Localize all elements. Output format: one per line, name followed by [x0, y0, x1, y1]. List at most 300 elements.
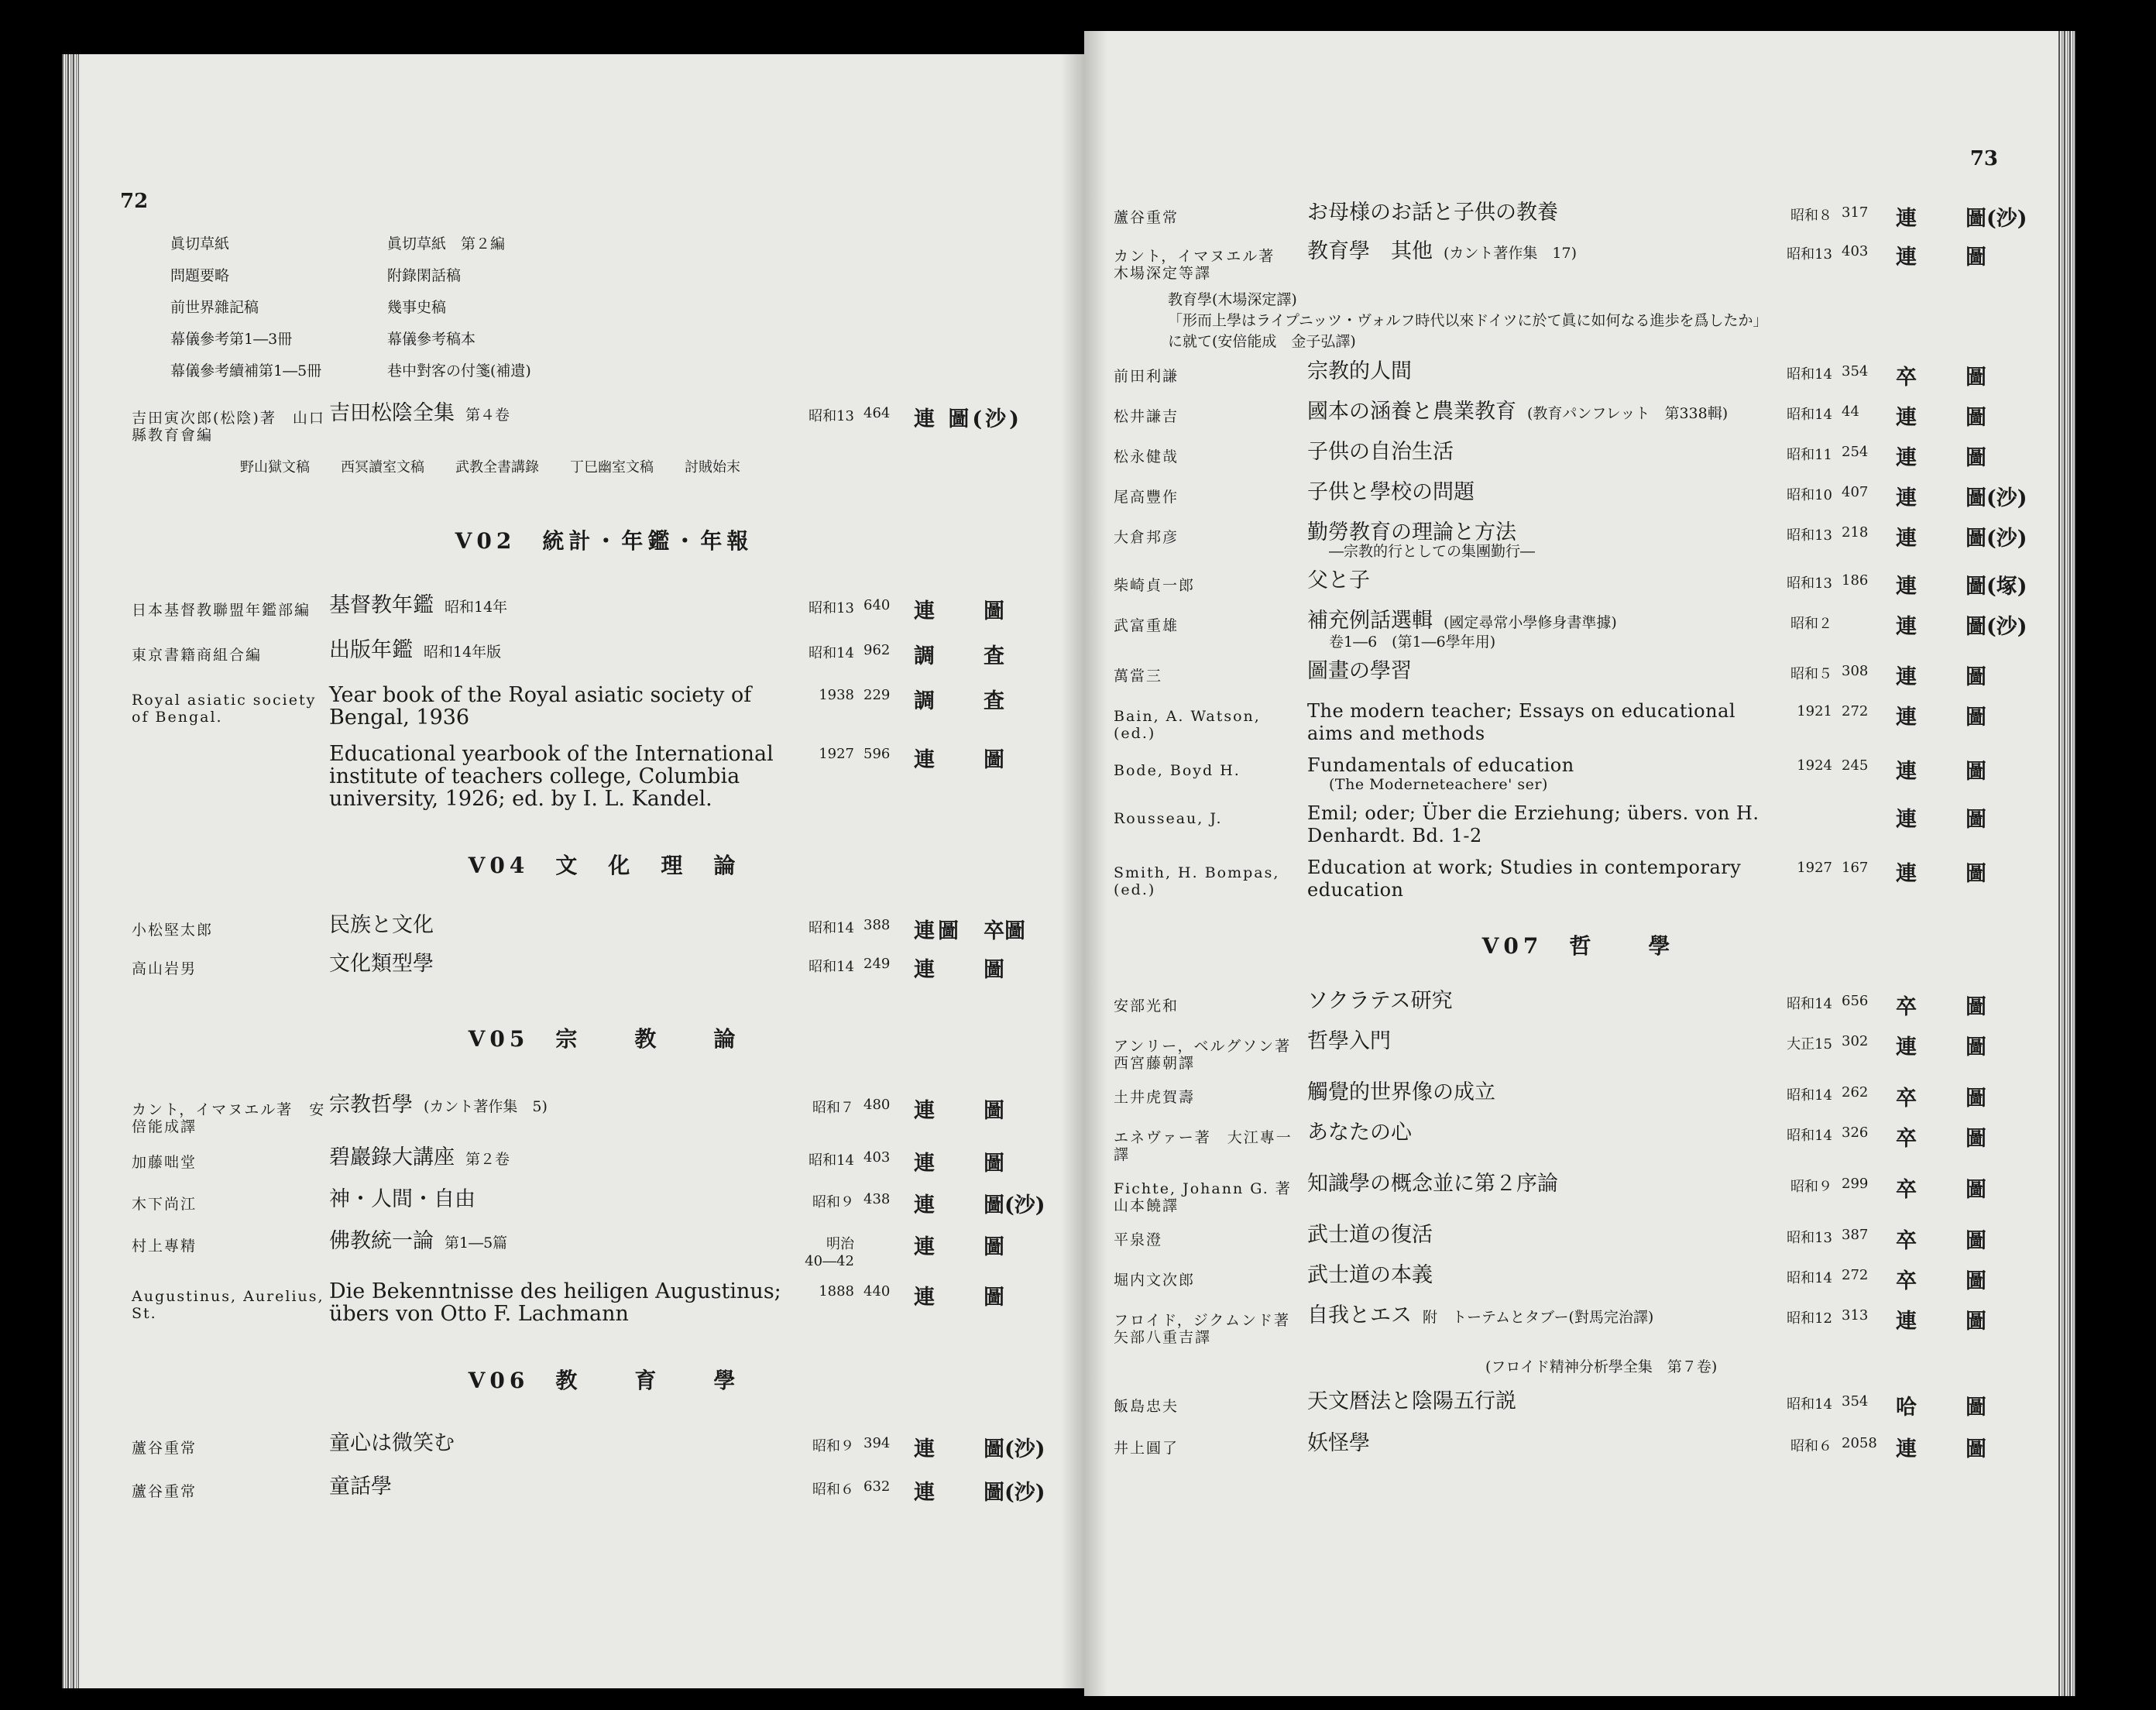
entry-pages: 44 — [1842, 403, 1859, 420]
entry-title-main: 觸覺的世界像の成立 — [1307, 1080, 1495, 1104]
entry-title-main: 補充例話選輯 — [1307, 609, 1433, 633]
entry-year: 昭和14 — [808, 959, 854, 975]
catalog-entry — [132, 639, 1076, 670]
entry-location-secondary: 圖(沙) — [984, 1481, 1045, 1505]
catalog-entry — [1114, 1173, 2043, 1214]
entry-title-main: Year book of the Royal asiatic society of Bengal, 1936 — [329, 683, 752, 730]
entry-year: 昭和13 — [1787, 246, 1832, 263]
contents-item: 眞切草紙 第２編 — [387, 235, 506, 252]
entry-title — [329, 1094, 802, 1118]
entry-title-main: Fundamentals of education — [1307, 754, 1574, 776]
entry-location-secondary: 圖 — [1965, 1035, 1986, 1059]
entry-location-primary: 連 — [914, 1481, 938, 1505]
entry-title — [1307, 802, 1780, 847]
entry-title — [1307, 660, 1780, 682]
entry-location-secondary: 圖(沙) — [1965, 527, 2027, 551]
entry-year: 昭和９ — [1790, 1179, 1832, 1195]
entry-location-secondary: 圖(沙) — [1965, 207, 2027, 231]
entry-location-primary: 連 — [914, 599, 938, 623]
entry-location-secondary: 圖 — [984, 1235, 1004, 1259]
page-number: 73 — [1969, 147, 1998, 170]
entry-year: 1888 — [819, 1283, 854, 1300]
entry-location-secondary: 圖(塚) — [1965, 575, 2027, 599]
catalog-entry — [1114, 990, 2043, 1021]
entry-subtitle: ―宗教的行としての集團勤行― — [1329, 543, 1536, 560]
entry-location-primary: 連 — [914, 1099, 938, 1123]
entry-author: Smith, H. Bompas, (ed.) — [1114, 864, 1280, 898]
entry-author: 加藤咄堂 — [132, 1154, 197, 1171]
note-line: 教育學(木場深定譯) — [1168, 291, 1297, 308]
entry-location-primary: 連 — [914, 958, 938, 982]
entry-title-main: 子供と學校の問題 — [1307, 480, 1475, 504]
entry-pages: 962 — [863, 642, 891, 658]
catalog-entry — [132, 1230, 1076, 1269]
entry-title — [1307, 1432, 1780, 1454]
entry-location-secondary: 圖 — [1965, 665, 1986, 689]
entry-title-main: 自我とエス — [1307, 1303, 1412, 1327]
entry-year: 1924 — [1797, 757, 1832, 774]
entry-title-main: ソクラテス研究 — [1307, 989, 1453, 1013]
catalog-entry — [1114, 1390, 2043, 1421]
section-v06-list — [132, 1432, 1076, 1506]
entry-pages: 403 — [1842, 243, 1869, 259]
entry-location-secondary: 圖 — [984, 1099, 1004, 1123]
entry-title — [1307, 360, 1780, 383]
entry-title-main: 勤勞教育の理論と方法 — [1307, 520, 1516, 544]
entry-pages: 313 — [1842, 1307, 1869, 1324]
entry-year: 昭和14 — [1787, 366, 1832, 383]
contents-item: 幕儀參考稿本 — [387, 331, 476, 348]
entry-title-main: 武士道の本義 — [1307, 1263, 1433, 1287]
entry-title-main: Die Bekenntnisse des heiligen Augustinus; übers von Otto F. Lachmann — [329, 1279, 781, 1326]
entry-title — [1307, 521, 1780, 560]
entry-pages: 440 — [863, 1283, 891, 1300]
catalog-entry — [1114, 1030, 2043, 1072]
entry-title-main: 童心は微笑む — [329, 1431, 455, 1455]
entry-location-primary: 連 — [914, 748, 938, 772]
entry-location-primary: 連 — [1896, 246, 1920, 270]
contents-item: 西冥讀室文稿 — [341, 459, 424, 476]
entry-pages: 249 — [863, 956, 891, 972]
entry-pages: 262 — [1842, 1084, 1869, 1101]
entry-title-note: 第２卷 — [465, 1151, 510, 1168]
entry-author: 安部光和 — [1114, 998, 1179, 1015]
catalog-entry — [1114, 754, 2043, 793]
entry-author: カント，イマヌエル著 安倍能成譯 — [132, 1101, 326, 1135]
entry-location-primary: 連 — [1896, 665, 1920, 689]
note-line: 「形而上學はライプニッツ・ヴォルフ時代以來ドイツに於て眞に如何なる進歩を爲したか」 — [1168, 312, 1768, 329]
entry-pages: 354 — [1842, 1393, 1869, 1410]
entry-location-primary: 連 — [1896, 760, 1920, 784]
entry-year: 昭和14 — [1787, 407, 1832, 423]
catalog-entry — [132, 1280, 1076, 1325]
entry-title — [1307, 700, 1780, 745]
entry-author: 武富重雄 — [1114, 617, 1179, 634]
entry-author: 東京書籍商組合編 — [132, 647, 263, 664]
entry-title — [329, 639, 802, 664]
entry-pages: 272 — [1842, 703, 1869, 719]
entry-location-secondary: 圖 — [1965, 446, 1986, 470]
entry-pages: 245 — [1842, 757, 1869, 774]
entry-author: Rousseau, J. — [1114, 810, 1223, 827]
entry-author: 蘆谷重常 — [132, 1440, 197, 1457]
catalog-entry — [1114, 1304, 2043, 1346]
entry-title — [1307, 569, 1780, 592]
section-heading-v06: V06 教 育 學 — [468, 1368, 740, 1393]
entry-location-primary: 連 — [1896, 1035, 1920, 1059]
entry-pages: 403 — [863, 1149, 891, 1166]
catalog-entry — [1114, 1081, 2043, 1112]
entry-title-main: 哲學入門 — [1307, 1029, 1391, 1053]
note-line: に就て(安倍能成 金子弘譯) — [1168, 333, 1356, 350]
entry-year: 大正15 — [1787, 1036, 1832, 1052]
entry-pages: 302 — [1842, 1033, 1869, 1049]
entry-location-primary: 連 — [914, 1193, 938, 1217]
entry-author: 日本基督教聯盟年鑑部編 — [132, 602, 311, 619]
contents-item: 幾事史稿 — [387, 299, 447, 316]
entry-title-main: 佛教統一論 — [329, 1229, 434, 1253]
entry-pages: 326 — [1842, 1125, 1869, 1141]
entry-pages: 254 — [1842, 444, 1869, 460]
entry-location-secondary: 圖 — [984, 1152, 1004, 1176]
entry-year: 昭和14 — [808, 1152, 854, 1169]
catalog-entry — [1114, 1121, 2043, 1163]
contents-list-bottom — [240, 456, 1076, 476]
catalog-entry — [132, 1094, 1076, 1135]
entry-location-secondary: 圖 — [984, 748, 1004, 772]
entry-author: 柴崎貞一郎 — [1114, 577, 1196, 594]
entry-author: エネヴァー著 大江專一譯 — [1114, 1129, 1293, 1163]
entry-year: 1938 — [819, 687, 854, 703]
entry-location-primary: 連 — [1896, 1437, 1920, 1461]
entry-title — [1307, 400, 1780, 425]
entry-title — [1307, 1081, 1780, 1104]
catalog-entry — [1114, 240, 2043, 282]
entry-location-primary: 卒 — [1896, 995, 1920, 1019]
page-number: 72 — [120, 190, 149, 213]
entry-year: 昭和14 — [1787, 1087, 1832, 1104]
entry-pages: 438 — [863, 1191, 891, 1207]
entry-year: 昭和14 — [808, 645, 854, 661]
entry-location-primary: 連 — [914, 1235, 938, 1259]
entry-title — [1307, 754, 1780, 793]
right-page — [1084, 31, 2075, 1696]
entry-pages — [863, 1230, 914, 1233]
entry-title-note: 昭和14年 — [445, 599, 508, 616]
entry-location-primary: 調 — [914, 689, 938, 713]
entry-pages: 480 — [863, 1097, 891, 1113]
entry-author: 木下尚江 — [132, 1196, 197, 1213]
entry-title-main: 碧巖錄大講座 — [329, 1145, 455, 1169]
contents-item: 幕儀參考第1―3冊 — [170, 331, 293, 348]
entry-title-main: あなたの心 — [1307, 1121, 1412, 1145]
catalog-entry — [1114, 1264, 2043, 1295]
entry-author: Bain, A. Watson, (ed.) — [1114, 708, 1261, 742]
entry-year: 昭和９ — [812, 1194, 854, 1210]
catalog-entry — [1114, 609, 2043, 651]
catalog-entry — [1114, 521, 2043, 560]
catalog-entry — [132, 1475, 1076, 1506]
entry-year: 昭和６ — [1790, 1438, 1832, 1454]
entry-location-primary: 調 — [914, 644, 938, 668]
catalog-entry — [132, 1188, 1076, 1219]
entry-location-primary: 連 — [914, 1152, 938, 1176]
entry-title — [329, 1188, 802, 1210]
contents-list-top — [170, 232, 604, 380]
entry-year: 昭和５ — [1790, 666, 1832, 682]
entry-location-secondary: 圖(沙) — [1965, 486, 2027, 510]
entry-location-secondary: 圖 — [1965, 1269, 1986, 1293]
entry-location-secondary: 圖 — [1965, 1396, 1986, 1420]
entry-author: 大倉邦彦 — [1114, 529, 1179, 546]
entry-pages: 229 — [863, 687, 891, 703]
section-heading-v02: V02 統計・年鑑・年報 — [455, 528, 754, 554]
entry-title-main: 妖怪學 — [1307, 1431, 1370, 1455]
entry-location: 連 圖(沙) — [914, 407, 1022, 431]
entry-author: 蘆谷重常 — [1114, 209, 1179, 226]
entry-location-secondary: 圖(沙) — [984, 1437, 1045, 1461]
entry-title-main: 國本の涵養と農業教育 — [1307, 400, 1516, 424]
entry-pages — [1842, 609, 1896, 613]
entry-year: 1927 — [819, 746, 854, 762]
entry-title-main: 父と子 — [1307, 568, 1370, 592]
entry-location-secondary: 圖 — [1965, 366, 1986, 390]
entry-title — [329, 1432, 802, 1454]
catalog-entry — [1114, 441, 2043, 472]
entry-title — [1307, 857, 1780, 901]
entry-location-secondary: 圖(沙) — [1965, 615, 2027, 639]
entry-pages: 186 — [1842, 572, 1869, 589]
entry-author: カント，イマヌエル著 木場深定等譯 — [1114, 248, 1292, 282]
entry-title — [1307, 1121, 1780, 1144]
entry-year: 昭和９ — [812, 1438, 854, 1454]
entry-year: 昭和13 — [808, 600, 854, 616]
entry-location-secondary: 圖 — [1965, 706, 1986, 730]
entry-title-main: お母様のお話と子供の教養 — [1307, 201, 1558, 225]
entry-year: 昭和８ — [1790, 208, 1832, 224]
entry-author: 高山岩男 — [132, 960, 197, 977]
entry-author: Bode, Boyd H. — [1114, 762, 1241, 779]
entry-location-primary: 連 — [1896, 446, 1920, 470]
catalog-entry — [1114, 400, 2043, 431]
entry-year: 昭和14 — [1787, 1128, 1832, 1144]
entry-title — [329, 914, 802, 936]
catalog-entry — [1114, 660, 2043, 691]
entry-title-note: (カント著作集 5) — [424, 1098, 548, 1115]
entry-pages: 388 — [863, 917, 891, 933]
entry-location-primary: 連 — [1896, 486, 1920, 510]
catalog-entry — [1114, 481, 2043, 512]
entry-year: 昭和11 — [1787, 447, 1832, 463]
entry-location-secondary: 査 — [984, 689, 1004, 713]
entry-title — [329, 684, 802, 729]
contents-item: 眞切草紙 — [170, 235, 230, 252]
entry-location-secondary: 圖 — [1965, 808, 1986, 832]
contents-item: 幕儀參考續補第1―5冊 — [170, 362, 322, 379]
entry-title-main: Educational yearbook of the International institute of teachers college, Columbia university, 1926; ed. by I. L. Kandel. — [329, 742, 774, 811]
entry-author: 吉田寅次郎(松陰)著 山口縣教育會編 — [132, 410, 325, 444]
entry-title-main: 天文暦法と陰陽五行説 — [1307, 1389, 1516, 1413]
entry-title — [1307, 609, 1780, 651]
entry-title — [1307, 1304, 1780, 1329]
section-v02-list — [132, 594, 1076, 810]
entry-location-primary: 卒 — [1896, 1127, 1920, 1151]
entry-location-primary: 哈 — [1896, 1396, 1920, 1420]
entry-pages: 656 — [1842, 993, 1869, 1009]
catalog-entry — [132, 914, 1076, 945]
entry-location-secondary: 圖 — [1965, 1178, 1986, 1202]
entry-pages: 317 — [1842, 204, 1869, 221]
entry-title-main: 文化類型學 — [329, 952, 434, 976]
entry-year — [1780, 802, 1842, 805]
entry-pages: 272 — [1842, 1267, 1869, 1283]
entry-title-main: 出版年鑑 — [329, 638, 413, 662]
entry-pages: 308 — [1842, 663, 1869, 679]
entry-title — [329, 953, 802, 975]
entry-location-primary: 連 — [1896, 615, 1920, 639]
page-edge — [2058, 31, 2075, 1696]
entry-location-secondary: 圖 — [1965, 406, 1986, 430]
entry-location-primary: 連 — [1896, 706, 1920, 730]
entry-pages: 218 — [1842, 524, 1869, 541]
entry-year: 1927 — [1797, 860, 1832, 876]
entry-author — [132, 743, 329, 750]
entry-title-main: 宗教哲學 — [329, 1093, 413, 1117]
entry-title — [329, 594, 802, 619]
entry-pages — [1842, 802, 1896, 805]
entry-pages: 394 — [863, 1435, 891, 1451]
entry-title-main: 圖畫の學習 — [1307, 659, 1412, 683]
entry-author: 土井虎賀壽 — [1114, 1089, 1196, 1106]
entry-title — [1307, 481, 1780, 503]
entry-subtitle: (The Moderneteachere' ser) — [1329, 776, 1548, 793]
entry-title-main: Education at work; Studies in contemporary education — [1307, 857, 1742, 901]
entry-title — [1307, 1030, 1780, 1052]
entry-pages: 464 — [863, 405, 891, 421]
entry-subtitle: 卷1―6 (第1―6學年用) — [1329, 634, 1496, 651]
catalog-entry — [132, 1432, 1076, 1463]
entry-author: 堀内文次郎 — [1114, 1272, 1196, 1289]
entry-year: 昭和14 — [1787, 1396, 1832, 1413]
entry-pages: 354 — [1842, 363, 1869, 379]
section-v05-list — [132, 1094, 1076, 1325]
entry-author: 村上專精 — [132, 1238, 197, 1255]
entry-location-primary: 卒 — [1896, 1087, 1920, 1111]
entries-list-b — [1114, 360, 2043, 901]
entry-author: 小松堅太郎 — [132, 922, 214, 939]
section-heading-v04: V04 文 化 理 論 — [468, 853, 740, 878]
entry-location-primary: 連 — [914, 1286, 938, 1310]
catalog-entry — [132, 684, 1076, 729]
left-content — [132, 232, 1076, 1519]
entry-title-note: 附 トーテムとタブー(對馬完治譯) — [1423, 1309, 1654, 1326]
entry-location-primary: 連 — [1896, 527, 1920, 551]
section-heading-v07: V07 哲 學 — [1481, 933, 1675, 959]
entry-location-secondary: 圖(沙) — [984, 1193, 1045, 1217]
entry-title — [329, 1475, 802, 1498]
entry-location-secondary: 圖 — [1965, 995, 1986, 1019]
entry-title-main: 童話學 — [329, 1475, 392, 1499]
freud-series-note: (フロイド精神分析學全集 第７卷) — [1485, 1358, 1718, 1375]
contents-item: 巷中對客の付箋(補遺) — [387, 362, 531, 379]
catalog-entry — [132, 594, 1076, 625]
entry-pages: 299 — [1842, 1176, 1869, 1192]
entry-author: 蘆谷重常 — [132, 1483, 197, 1500]
contents-item: 問題要略 — [170, 267, 230, 284]
entry-location-secondary: 圖 — [1965, 1229, 1986, 1253]
binding-gutter — [1084, 31, 1107, 1696]
catalog-entry — [1114, 857, 2043, 901]
entry-location-secondary: 圖 — [1965, 1437, 1986, 1461]
entry-author: Fichte, Johann G. 著 山本饒譯 — [1114, 1180, 1308, 1214]
section-v07-list — [1114, 990, 2043, 1346]
entry-title — [1307, 990, 1780, 1012]
entry-year: 昭和13 — [1787, 527, 1832, 544]
entry-author: 松井謙吉 — [1114, 408, 1179, 425]
catalog-entry — [1114, 700, 2043, 745]
entry-author: 飯島忠夫 — [1114, 1398, 1179, 1415]
entry-pages: 387 — [1842, 1227, 1869, 1243]
entry-location-primary: 連 — [1896, 207, 1920, 231]
entry-location-primary: 連 — [914, 1437, 938, 1461]
catalog-entry — [1114, 569, 2043, 600]
entry-location-primary: 連 — [1896, 808, 1920, 832]
left-page — [62, 54, 1084, 1688]
entry-location-secondary: 圖 — [1965, 246, 1986, 270]
entry-title-main: Emil; oder; Über die Erziehung; übers. von H. Denhardt. Bd. 1-2 — [1307, 802, 1759, 846]
entry-year: 昭和13 — [1787, 575, 1832, 592]
catalog-entry — [1114, 802, 2043, 847]
entry-location-secondary: 圖 — [1965, 760, 1986, 784]
entry-title-main: 神・人間・自由 — [329, 1187, 475, 1211]
entry-title — [1307, 201, 1780, 224]
entry-year: 昭和14 — [1787, 1270, 1832, 1286]
entry-pages: 632 — [863, 1478, 891, 1495]
entry-title-main: 知識學の概念並に第２序論 — [1307, 1172, 1558, 1196]
entry-year: 昭和６ — [812, 1482, 854, 1498]
entry-title — [329, 1146, 802, 1171]
entry-pages: 407 — [1842, 484, 1869, 500]
catalog-entry — [132, 1146, 1076, 1177]
entry-author: 井上圓了 — [1114, 1440, 1179, 1457]
entry-title — [1307, 1173, 1780, 1195]
catalog-entry — [1114, 1432, 2043, 1463]
entry-location-secondary: 圖 — [984, 599, 1004, 623]
entry-location-secondary: 圖 — [1965, 1087, 1986, 1111]
entry-title — [1307, 1264, 1780, 1286]
catalog-entry — [1114, 201, 2043, 232]
entry-author: アンリー，ベルグソン著 西宮藤朝譯 — [1114, 1038, 1308, 1072]
section-v04-list — [132, 914, 1076, 984]
entry-author: Royal asiatic society of Bengal. — [132, 692, 317, 726]
entry-year: 昭和14 — [1787, 996, 1832, 1012]
entry-author: 萬當三 — [1114, 668, 1163, 685]
entry-year: 昭和２ — [1790, 616, 1832, 632]
entry-location-primary: 連圖 — [914, 919, 962, 943]
catalog-entry — [132, 743, 1076, 810]
entry-location-primary: 連 — [1896, 575, 1920, 599]
entry-year: 昭和14 — [808, 920, 854, 936]
entry-location-secondary: 圖 — [1965, 1310, 1986, 1334]
entry-title-note: 第1―5篇 — [445, 1234, 508, 1252]
entry-title — [329, 1280, 802, 1325]
entry-title-note: (カント著作集 17) — [1444, 245, 1578, 262]
entry-pages: 2058 — [1842, 1435, 1877, 1451]
contents-item: 武教全書講錄 — [455, 459, 539, 476]
entry-title: 吉田松陰全集 第４卷 — [329, 401, 510, 425]
contents-item: 野山獄文稿 — [240, 459, 310, 476]
catalog-entry — [132, 953, 1076, 984]
